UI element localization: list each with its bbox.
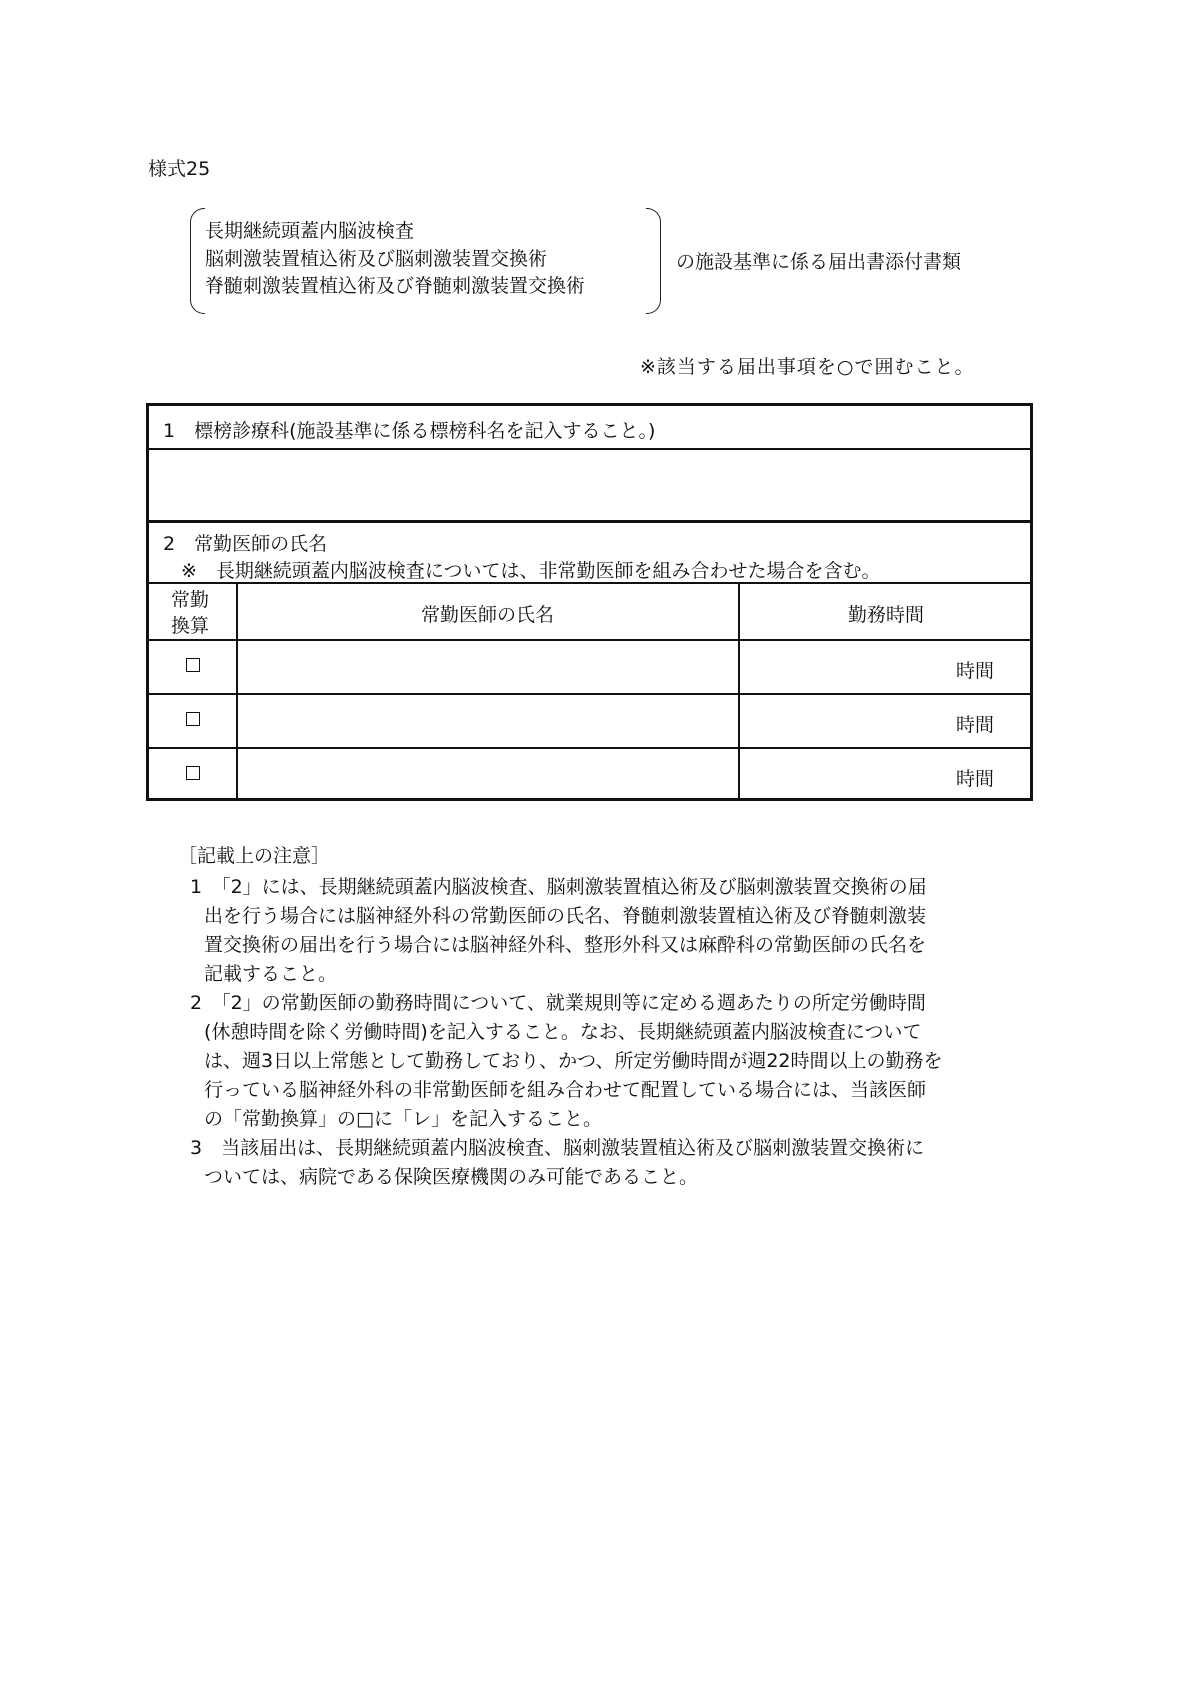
conversion-checkbox[interactable]	[186, 766, 200, 780]
title-item: 脳刺激装置植込術及び脳刺激装置交換術	[205, 247, 548, 270]
column-header-conversion-line1: 常勤	[171, 589, 210, 611]
section1-label: 1 標榜診療科(施設基準に係る標榜科名を記入すること。)	[163, 420, 656, 442]
instruction-note: ※該当する届出事項を○で囲むこと。	[640, 356, 975, 378]
hours-unit-label: 時間	[955, 660, 994, 682]
note-line: (休憩時間を除く労働時間)を記入すること。なお、長期継続頭蓋内脳波検査について	[204, 1021, 922, 1043]
specialty-input[interactable]	[149, 450, 1030, 520]
hours-unit-label: 時間	[955, 768, 994, 790]
doctor-name-input[interactable]	[238, 695, 738, 747]
column-header-hours: 勤務時間	[847, 604, 924, 626]
note-line: 置交換術の届出を行う場合には脳神経外科、整形外科又は麻酔科の常勤医師の氏名を	[204, 934, 927, 956]
conversion-checkbox[interactable]	[186, 712, 200, 726]
note-line: 記載すること。	[204, 963, 338, 985]
right-brace	[646, 208, 661, 314]
form-number: 様式25	[148, 158, 211, 180]
column-header-conversion-line2: 換算	[171, 615, 210, 637]
note-line: 3 当該届出は、長期継続頭蓋内脳波検査、脳刺激装置植込術及び脳刺激装置交換術に	[190, 1137, 925, 1159]
title-procedures-list	[205, 218, 585, 301]
working-hours-input[interactable]	[740, 695, 1030, 747]
note-line: は、週3日以上常態として勤務しており、かつ、所定労働時間が週22時間以上の勤務を	[204, 1050, 943, 1072]
section-divider	[149, 520, 1030, 523]
note-line: 2 「2」の常勤医師の勤務時間について、就業規則等に定める週あたりの所定労働時間	[190, 992, 926, 1014]
note-line: 出を行う場合には脳神経外科の常勤医師の氏名、脊髄刺激装置植込術及び脊髄刺激装	[204, 905, 927, 927]
hours-unit-label: 時間	[955, 714, 994, 736]
conversion-checkbox[interactable]	[186, 658, 200, 672]
note-line: の「常勤換算」の□に「レ」を記入すること。	[204, 1108, 602, 1130]
note-line: 1 「2」には、長期継続頭蓋内脳波検査、脳刺激装置植込術及び脳刺激装置交換術の届	[190, 876, 927, 898]
column-header-conversion	[171, 587, 209, 639]
section2-note: ※ 長期継続頭蓋内脳波検査については、非常勤医師を組み合わせた場合を含む。	[181, 560, 881, 582]
divider	[149, 582, 1030, 584]
title-item: 脊髄刺激装置植込術及び脊髄刺激装置交換術	[205, 275, 586, 297]
section2-label: 2 常勤医師の氏名	[163, 533, 328, 555]
form-table	[146, 403, 1033, 801]
doctor-name-input[interactable]	[238, 641, 738, 693]
note-line: ついては、病院である保険医療機関のみ可能であること。	[204, 1166, 699, 1188]
column-header-name: 常勤医師の氏名	[420, 604, 554, 626]
notes-heading: ［記載上の注意］	[178, 845, 331, 867]
doctor-name-input[interactable]	[238, 749, 738, 798]
working-hours-input[interactable]	[740, 749, 1030, 798]
working-hours-input[interactable]	[740, 641, 1030, 693]
title-item: 長期継続頭蓋内脳波検査	[205, 220, 415, 242]
left-brace	[190, 208, 205, 314]
title-suffix: の施設基準に係る届出書添付書類	[676, 251, 962, 273]
note-line: 行っている脳神経外科の非常勤医師を組み合わせて配置している場合には、当該医師	[204, 1079, 927, 1101]
